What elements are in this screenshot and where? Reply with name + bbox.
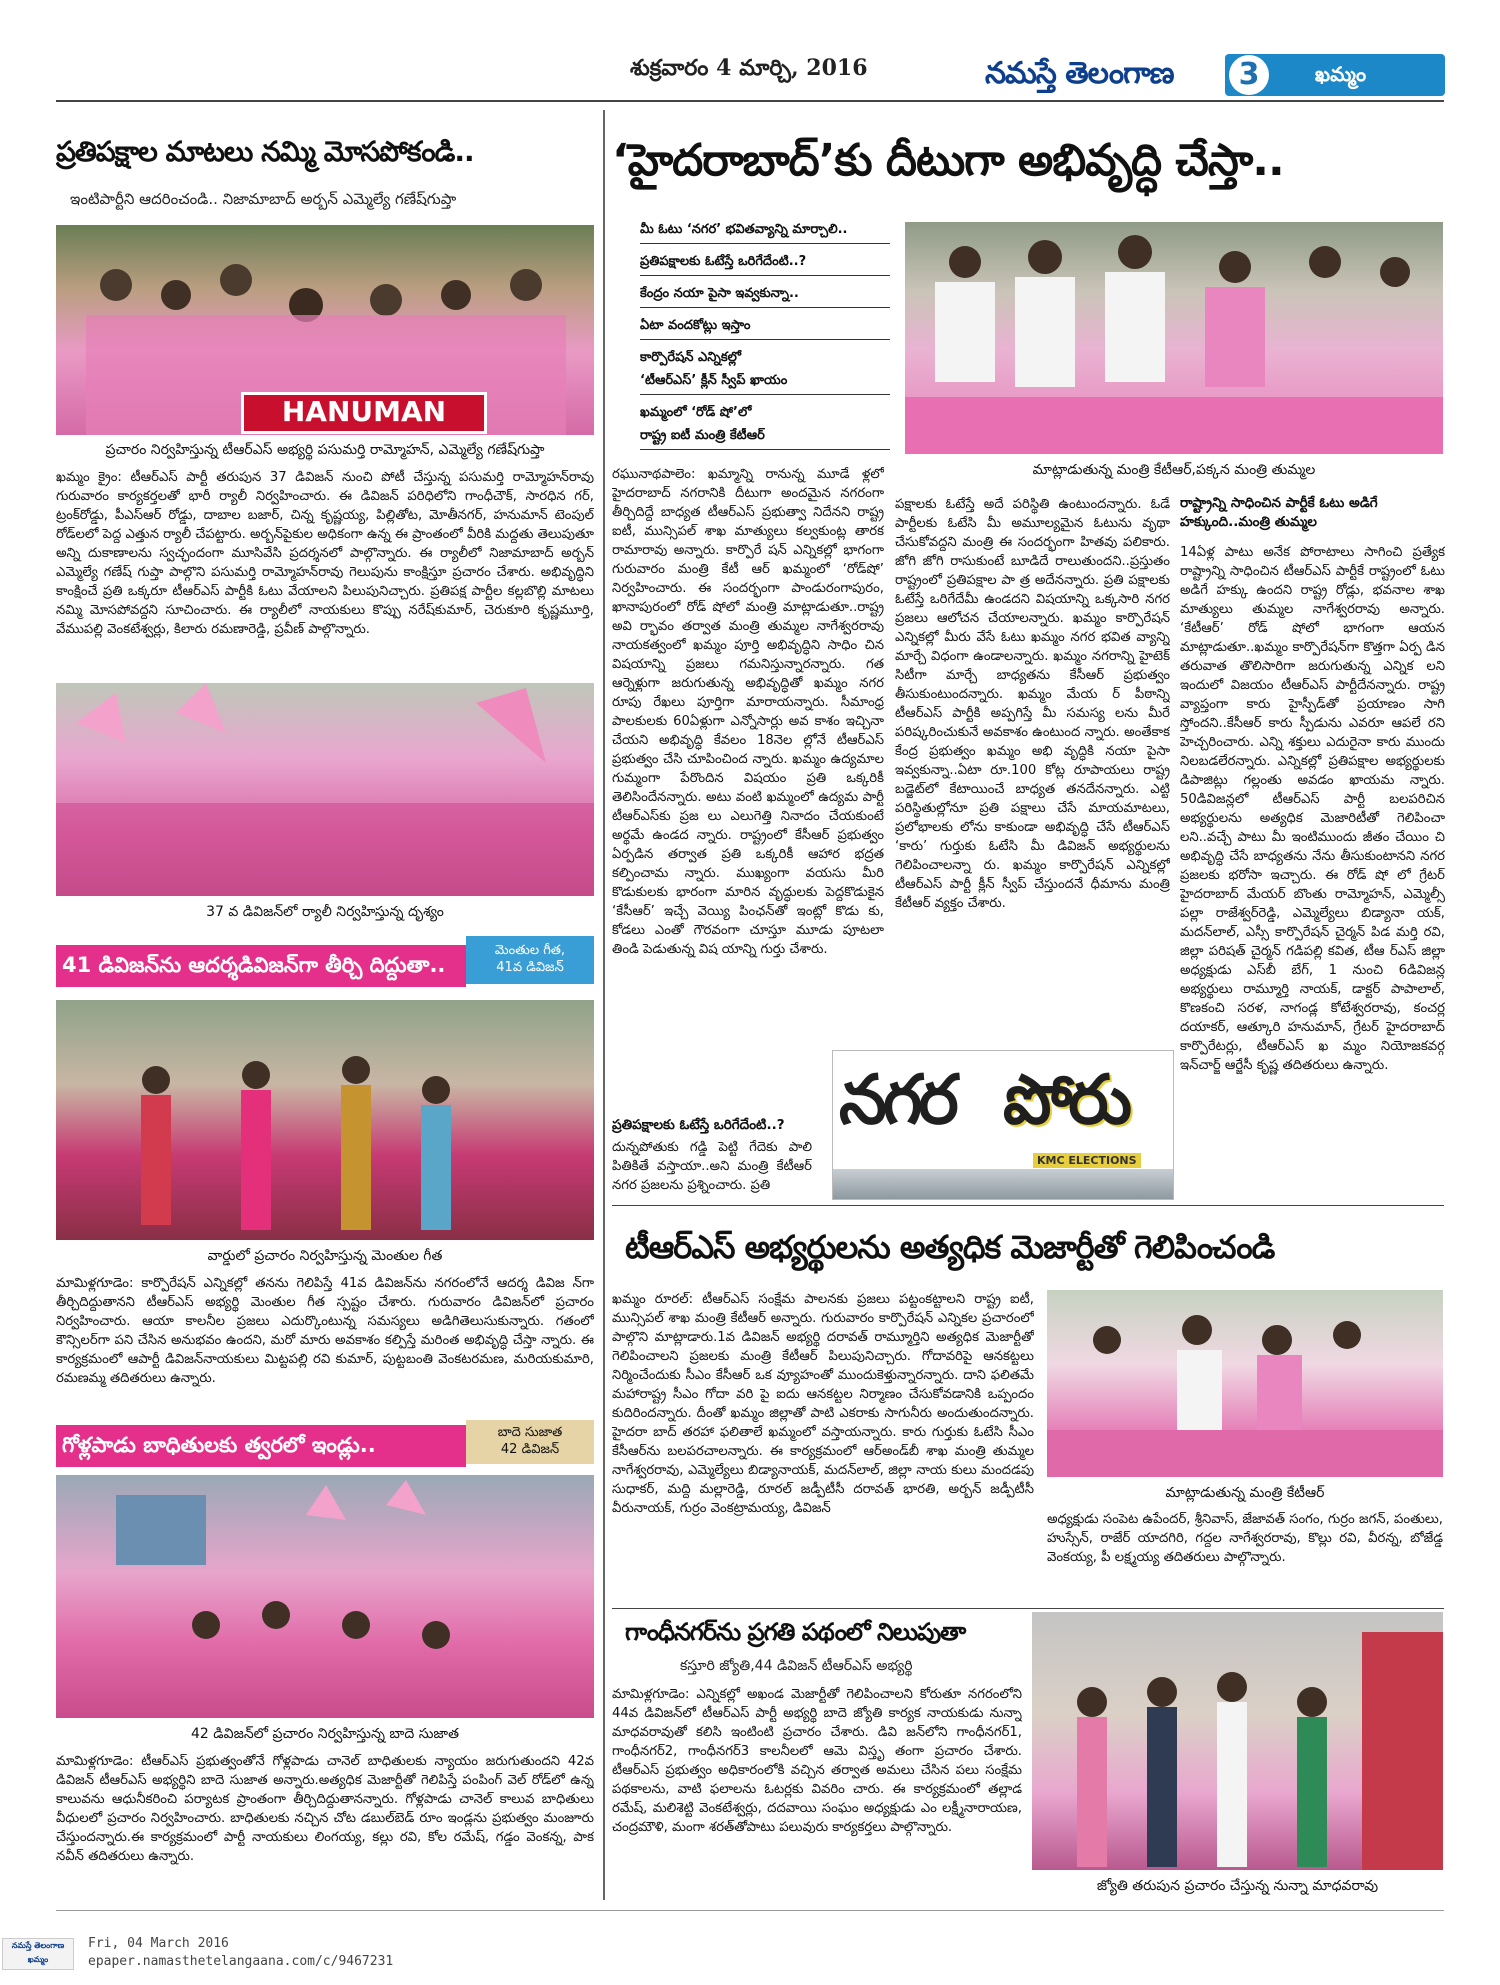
story4-tail: అధ్యక్షుడు సంపెట ఉపేందర్, శ్రీనివాస్, జేజావత్ సంగం, గుర్రం జగన్, పంతులు, హుస్సేన్, రాజేర్ యాదగిరి, గద్దల నాగేశ్వరరావు, కొల్లు రవి, వీరన్న, బోజేడ్డ వెంకయ్య, పీ లక్ష్మయ్య తదితరులు పాల్గొన్నారు. <box>1047 1512 1443 1565</box>
story4-rule <box>612 1205 1444 1206</box>
story4-photo <box>1047 1290 1443 1477</box>
door-to-door-photo-graphic <box>1032 1612 1443 1870</box>
footer-url[interactable]: epaper.namasthetelangaana.com/c/9467231 <box>88 1954 394 1969</box>
story2-caption: వార్డులో ప్రచారం నిర్వహిస్తున్న మెంతుల గీత <box>207 1248 443 1264</box>
story3-byline-name: బాదె సుజాత <box>497 1425 563 1440</box>
ad-word-poru: పోరు <box>1003 1061 1129 1140</box>
story5-subhead: కస్తూరి జ్యోతి,44 డివిజన్ టీఆర్‌ఎస్ అభ్యర్థి <box>680 1658 913 1674</box>
story2-banner <box>56 945 466 987</box>
nagara-poru-ad <box>832 1050 1174 1200</box>
story4-headline: టీఆర్‌ఎస్ అభ్యర్థులను అత్యధిక మెజార్టీతో గెలిపించండి <box>625 1228 1275 1266</box>
footer-date: Fri, 04 March 2016 <box>88 1936 229 1951</box>
story5-rule <box>612 1608 1444 1609</box>
story1-caption: ప్రచారం నిర్వహిస్తున్న టీఆర్‌ఎస్ అభ్యర్థి పసుమర్తి రామ్మోహన్, ఎమ్మెల్యే గణేష్‌గుప్తా <box>105 442 545 458</box>
ad-word-nagara: నగర <box>839 1061 955 1140</box>
story2-photo <box>56 1000 594 1240</box>
column-rule <box>603 110 605 1900</box>
toc-item: మీ ఓటు ‘నగర’ భవితవ్యాన్ని మార్చాలి.. <box>640 222 890 244</box>
ad-fort-graphic <box>833 1169 1173 1199</box>
story2-body: మామిళ్లగూడెం: కార్పొరేషన్ ఎన్నికల్లో తనను గెలిపిస్తే 41వ డివిజన్‌ను నగరంలోనే ఆదర్శ డివిజ న్‌గా తీర్చిదిద్దుతానని టీఆర్‌ఎస్ అభ్యర్థి మెంతుల గీత స్పష్టం చేశారు. గురువారం డివిజన్‌లో ప్రచారం నిర్వహించారు. ఆయా కాలనీల ప్రజలు ఎదుర్కొంటున్న సమస్యలు అడిగితెలుసుకున్నారు. గతంలో కౌన్సిలర్‌గా పని చేసిన అనుభవం ఉందని, మరో మారు అవకాశం కల్పిస్తే మరింత అభివృద్ధి చేస్తా న్నారు. ఈ కార్యక్రమంలో ఆపార్టీ డివిజన్‌నాయకులు మిట్టపల్లి రవి కుమార్, పుట్టబంతి వెంకటరమణ, మరియకుమారి, రమణమ్మ తదితరులు ఉన్నారు. <box>56 1276 594 1386</box>
speech-photo-graphic <box>1047 1290 1443 1477</box>
story4-caption: మాట్లాడుతున్న మంత్రి కేటీఆర్ <box>1165 1485 1325 1501</box>
story1-body: ఖమ్మం క్రైం: టీఆర్‌ఎస్ పార్టీ తరుపున 37 డివిజన్ నుంచి పోటీ చేస్తున్న పసుమర్తి రామ్మోహన్‌రావు గురువారం కార్యకర్తలతో భారీ ర్యాలీ నిర్వహించారు. ఈ డివిజన్ పరిధిలోని గాంధీచౌక్, సారధిన గర్, ట్రంక్‌రోడ్డు, పీఎస్‌ఆర్ రోడ్డు, దాబాల బజార్, చిన్న కృష్ణయ్య, పిల్లితోట, మోతీనగర్, హనుమాన్ టెంపుల్ రోడ్‌లలో పెద్ద ఎత్తున ర్యాలీ చేపట్టారు. అర్బన్‌పైకుల అధికంగా ఉన్న ఈ ప్రాంతంలో వీరికి మద్దతు తెలుపుతూ అన్ని దుకాణాలను స్వచ్ఛందంగా మూసివేసి ప్రదర్శనలో పాల్గొన్నారు. ఈ ర్యాలీలో నిజామాబాద్ అర్బన్ ఎమ్మెల్యే గణేష్ గుప్తా పాల్గొని పసుమర్తి రామ్మోహన్‌రావు గెలుపును కాంక్షిస్తూ ప్రచారం చేశారు. అభివృద్ధిని కాంక్షించే ప్రతి ఒక్కరూ టీఆర్‌ఎస్ పార్టీకి ఓటు వేయాలని పిలుపునిచ్చారు. ప్రతిపక్ష పార్టీల కల్లబొల్లి మాటలు నమ్మి మోసపోవద్దని సూచించారు. ఈ ర్యాలీలో నాయకులు కొప్పు నరేష్‌కుమార్, చెరుకూరి కృష్ణమూర్తి, వేముపల్లి వెంకటేశ్వర్లు, కిలారు రమణారెడ్డి, ప్రవీణ్ పాల్గొన్నారు. <box>56 470 594 637</box>
story1-rally-caption: 37 వ డివిజన్‌లో ర్యాలీ నిర్వహిస్తున్న దృశ్యం <box>206 904 444 920</box>
lead-col1-tail: దున్నపోతుకు గడ్డి పెట్టి గేదెకు పాలి పితికితే వస్తాయా..అని మంత్రి కేటీఆర్ నగర ప్రజలను ప్రశ్నించారు. ప్రతి <box>612 1140 812 1193</box>
roadshow-photo-graphic <box>905 222 1443 454</box>
story3-caption: 42 డివిజన్‌లో ప్రచారం నిర్వహిస్తున్న బాదె సుజాత <box>191 1726 459 1742</box>
story1-rally-photo <box>56 683 594 896</box>
toc-item: ఖమ్మంలో ‘రోడ్ షో’లో <box>640 405 752 420</box>
story5-body: మామిళ్లగూడెం: ఎన్నికల్లో అఖండ మెజార్టీతో గెలిపించాలని కోరుతూ నగరంలోని 44వ డివిజన్‌లో టీఆర్‌ఎస్ పార్టీ అభ్యర్థి బాదె జ్యోతి కార్యక నాయకుడు నున్నా మాధవరావుతో కలిసి ఇంటింటి ప్రచారం చేశారు. డివి జన్‌లోని గాంధీనగర్1, గాంధీనగర్2, గాంధీనగర్3 కాలనీలలో ఆమె విస్తృ తంగా ప్రచారం చేశారు. టీఆర్‌ఎస్ ప్రభుత్వం అధికారంలోకి వచ్చిన తర్వాత అమలు చేసిన పలు సంక్షేమ పథకాలను, వాటి ఫలాలను ఓటర్లకు వివరిం చారు. ఈ కార్యక్రమంలో తల్లాడ రమేష్, మలిశెట్టి వెంకటేశ్వర్లు, దదవాయి సంఘం అధ్యక్షుడు ఎం లక్ష్మీనారాయణ, చంద్రమౌళి, మంగా శరత్‌తోపాటు పలువురు కార్యకర్తలు పాల్గొన్నారు. <box>612 1687 1022 1835</box>
walk-photo-graphic <box>56 1000 594 1240</box>
lead-headline: ‘హైదరాబాద్’కు దీటుగా అభివృద్ధి చేస్తా.. <box>612 135 1284 186</box>
footer-logo <box>2 1938 74 1970</box>
masthead-title: నమస్తే తెలంగాణ <box>985 56 1174 91</box>
lead-col2: పక్షాలకు ఓటేస్తే అదే పరిస్థితి ఉంటుందన్నారు. ఓడే పార్టీలకు ఓటేసి మీ అమూల్యమైన ఓటును వృథా చేసుకోవద్దని మంత్రి ఈ సందర్భంగా హితవు పలికారు. జోగి జోగి రాసుకుంటే బూడిదే రాలుతుందని..ప్రస్తుతం రాష్ట్రంలో ప్రతిపక్షాల పా త్ర అదేనన్నారు. ప్రతి పక్షాలకు ఓటేస్తే ఒరిగేదేమీ ఉండదని విషయాన్ని ఒక్కసారి నగర ప్రజలు ఆలోచన చేయాలన్నారు. ఖమ్మం కార్పొరేషన్ ఎన్నికల్లో మీరు వేసే ఓటు ఖమ్మం నగర భవిత వ్యాన్ని మార్చే విధంగా ఉండాలన్నారు. ఖమ్మం నగరాన్ని హైటెక్ సిటీగా మార్చే బాధ్యతను కేసీఆర్ ప్రభుత్వం తీసుకుంటుందన్నారు. ఖమ్మం మేయ ర్ పీఠాన్ని టీఆర్‌ఎస్ పార్టీకి అప్పగిస్తే మీ సమస్య లను మీరే పరిష్కరించుకునే అవకాశం ఉంటుంద న్నారు. అంతేకాక కేంద్ర ప్రభుత్వం ఖమ్మం అభి వృద్ధికి నయా పైసా ఇవ్వకున్నా..ఏటా రూ.100 కోట్ల రూపాయలు రాష్ట్ర బడ్జెట్‌లో కేటాయించే బాధ్యత తనదేనన్నారు. ఎట్టి పరిస్థితుల్లోనూ ప్రతి పక్షాలు చేసే మాయమాటలు, ప్రలోభాలకు లోను కాకుండా అభివృద్ధి చేసే టీఆర్‌ఎస్ ‘కారు’ గుర్తుకు ఓటేసి మీ డివిజన్ అభ్యర్థులను గెలిపించాలన్నా రు. ఖమ్మం కార్పొరేషన్ ఎన్నికల్లో టీఆర్‌ఎస్ పార్టీ క్లీన్ స్వీప్ చేస్తుందనే ధీమాను మంత్రి కేటీఆర్ వ్యక్తం చేశారు. <box>895 497 1170 911</box>
story2-byline-name: మెంతుల గీత, <box>494 943 566 958</box>
story3-byline-division: 42 డివిజన్ <box>500 1442 560 1457</box>
story5-caption: జ్యోతి తరుపున ప్రచారం చేస్తున్న నున్నా మాధవరావు <box>1096 1878 1379 1894</box>
lead-col3-subhead: రాష్ట్రాన్ని సాధించిన పార్టీకే ఓటు అడిగే హక్కుంది..మంత్రి తుమ్మల <box>1180 495 1378 530</box>
story1-subhead: ఇంటిపార్టీని ఆదరించండి.. నిజామాబాద్ అర్బన్ ఎమ్మెల్యే గణేష్‌గుప్తా <box>70 190 457 208</box>
lead-toc <box>640 222 890 450</box>
masthead <box>985 50 1445 98</box>
edition-name: ఖమ్మం <box>1315 62 1367 86</box>
story5-photo <box>1032 1612 1443 1870</box>
toc-item: కార్పొరేషన్ ఎన్నికల్లో <box>640 350 742 365</box>
story5-headline: గాంధీనగర్‌ను ప్రగతి పథంలో నిలుపుతా <box>625 1618 966 1646</box>
toc-item: కేంద్రం నయా పైసా ఇవ్వకున్నా.. <box>640 286 890 308</box>
procession-photo-graphic <box>56 1475 594 1718</box>
page-number: 3 <box>1229 55 1269 95</box>
toc-item: ప్రతిపక్షాలకు ఓటేస్తే ఒరిగేదేంటి..? <box>640 254 890 276</box>
story1-headline: ప్రతిపక్షాల మాటలు నమ్మి మోసపోకండి.. <box>56 135 474 168</box>
story3-body: మామిళ్లగూడెం: టీఆర్‌ఎస్ ప్రభుత్వంతోనే గోళ్లపాడు చానెల్ బాధితులకు న్యాయం జరుగుతుందని 42వ డివిజన్ టీఆర్‌ఎస్ అభ్యర్థిని బాదె సుజాత అన్నారు.అత్యధిక మెజార్టీతో గెలిపిస్తే పంపింగ్ వెల్ రోడ్‌లో ఉన్న కాలువను ఆధునీకరించి పర్యాటక ప్రాంతంగా తీర్చిదిద్దుతానన్నారు. గోళ్లపాడు చానెల్ కాలువ బాధితులు వీధులలో ప్రచారం నిర్వహించారు. బాధితులకు నచ్చిన చోట డబుల్‌బెడ్ రూం ఇండ్లను ప్రభుత్వం మంజూరు చేస్తుందన్నారు.ఈ కార్యక్రమంలో పార్టీ నాయకులు లింగయ్య, కల్లు రవి, కోల రమేష్, గడ్డం వెంకన్న, పాక నవీన్ తదితరులు ఉన్నారు. <box>56 1754 594 1864</box>
story3-byline <box>466 1420 594 1464</box>
story3-photo <box>56 1475 594 1718</box>
story2-byline-division: 41వ డివిజన్ <box>496 960 564 975</box>
lead-caption: మాట్లాడుతున్న మంత్రి కేటీఆర్,పక్కన మంత్రి తుమ్మల <box>1032 462 1316 478</box>
issue-date: శుక్రవారం 4 మార్చి, 2016 <box>630 55 868 81</box>
rally-photo-graphic <box>56 683 594 896</box>
header-rule <box>56 100 1444 102</box>
lead-col1: రఘునాథపాలెం: ఖమ్మాన్ని రానున్న మూడే ళ్లలో హైదరాబాద్ నగరానికి దీటుగా అందమైన నగరంగా తీర్చిదిద్దే బాధ్యత టీఆర్‌ఎస్ ప్రభుత్వా నిదేనని రాష్ట్ర ఐటీ, మున్సిపల్ శాఖ మాత్యులు కల్వకుంట్ల తారక రామారావు అన్నారు. కార్పొరే షన్ ఎన్నికల్లో భాగంగా గురువారం మంత్రి కేటీ ఆర్ ఖమ్మంలో ‘రోడ్‌షో’ నిర్వహించారు. ఈ సందర్భంగా పాండురంగాపురం, ఖానాపురంలో రోడ్ షోలో మంత్రి మాట్లాడుతూ..రాష్ట్ర అవి ర్భావం తర్వాత మంత్రి తుమ్మల నాగేశ్వరరావు నాయకత్వంలో ఖమ్మం పూర్తి అభివృద్ధిని సాధిం చిన విషయాన్ని ప్రజలు గమనిస్తున్నారన్నారు. గత ఆర్నెళ్లుగా జరుగుతున్న అభివృద్ధితో ఖమ్మం నగర రూపు రేఖలు పూర్తిగా మారాయన్నారు. సీమాంధ్ర పాలకులకు 60ఏళ్లుగా ఎన్నోసార్లు అవ కాశం ఇచ్చినా చేయని అభివృద్ధి కేవలం 18నెల ల్లోనే టీఆర్‌ఎస్ ప్రభుత్వం చేసి చూపించింద న్నారు. ఖమ్మం ఉద్యమాల గుమ్మంగా పేరొందిన విషయం ప్రతి ఒక్కరికీ తెలిసిందేనన్నారు. అటు వంటి ఖమ్మంలో ఉద్యమ పార్టీ టీఆర్‌ఎస్‌కు ప్రజ లు ఎలుగెత్తి నినాదం చేయకుంటే అర్థమే ఉండద న్నారు. రాష్ట్రంలో కేసీఆర్ ప్రభుత్వం ఏర్పడిన తర్వాత ప్రతి ఒక్కరికీ ఆహార భద్రత కల్పించామ న్నారు. ముఖ్యంగా వయసు మీరి కొడుకులకు భారంగా మారిన వృద్ధులకు పెద్దకొడుకైన ‘కేసీఆర్’ ఇచ్చే వెయ్యి పింఛన్‌తో ఇంట్లో కొడు కు, కోడలు ఎంతో గౌరవంగా చూస్తూ మూడు పూటలా తిండి పెడుతున్న విష యాన్ని గుర్తు చేశారు. <box>612 467 884 957</box>
hanuman-sign: HANUMAN <box>241 392 487 434</box>
toc-item: రాష్ట్ర ఐటీ మంత్రి కేటీఆర్ <box>640 428 890 450</box>
lead-photo <box>905 222 1443 454</box>
toc-item: ‘టీఆర్‌ఎస్’ క్లీన్ స్వీప్ ఖాయం <box>640 373 890 395</box>
story2-byline <box>466 936 594 984</box>
story1-photo <box>56 225 594 435</box>
story4-body: ఖమ్మం రూరల్: టీఆర్‌ఎస్ సంక్షేమ పాలనకు ప్రజలు పట్టంకట్టాలని రాష్ట్ర ఐటీ, మున్సిపల్ శాఖ మంత్రి కేటీఆర్ అన్నారు. గురువారం కార్పొరేషన్ ఎన్నికల ప్రచారంలో పాల్గొని మాట్లాడారు.1వ డివిజన్ అభ్యర్థి దరావత్ రామ్మూర్తిని అత్యధిక మెజార్టీతో గెలిపించాలని ప్రజలకు మంత్రి కేటీఆర్ పిలుపునిచ్చారు. గోదావరిపై ఆనకట్టలు నిర్మించేందుకు సీఎం కేసీఆర్ ఒక వ్యూహంతో ముందుకెళ్తున్నారన్నారు. దాని ఫలితమే మహారాష్ట్ర సీఎం గోదా వరి పై ఐదు ఆనకట్టల నిర్మాణం చేసుకోవడానికి ఒప్పందం కుదిరిందన్నారు. దీంతో ఖమ్మం జిల్లాతో పాటి ఎకరాకు సాగునీరు అందుతుందన్నారు. హైదరా బాద్ తరహా ఫలితాలే ఖమ్మంలో వస్తాయన్నారు. కారు గుర్తుకు ఓటేసి సీఎం కేసీఆర్‌ను బలపరచాలన్నారు. ఈ కార్యక్రమంలో ఆర్‌అండ్‌బీ శాఖ మంత్రి తుమ్మల నాగేశ్వరరావు, ఎమ్మెల్యేలు బిడ్యానాయక్, మదన్‌లాల్, జిల్లా నాయ కులు మందడపు సుధాకర్, మద్ది మల్లారెడ్డి, రూరల్ జడ్పీటీసీ దరావత్ భారతి, అర్బన్ జడ్పీటీసీ వీరునాయక్, గుర్రం వెంకట్రామయ్య, డివిజన్ <box>612 1292 1034 1516</box>
lead-col3: 14ఏళ్ల పాటు అనేక పోరాటాలు సాగించి ప్రత్యేక రాష్ట్రాన్ని సాధించిన టీఆర్‌ఎస్ పార్టీకే రాష్ట్రంలో ఓటు అడిగే హక్కు ఉందని రాష్ట్ర రోడ్లు, భవనాల శాఖ మాత్యులు తుమ్మల నాగేశ్వరరావు అన్నారు. ‘కేటీఆర్’ రోడ్ షోలో భాగంగా ఆయన మాట్లాడుతూ..ఖమ్మం కార్పొరేషన్‌గా కొత్తగా ఏర్ప డిన తరువాత తొలిసారిగా జరుగుతున్న ఎన్నిక లని ఇందులో విజయం టీఆర్‌ఎస్ పార్టీదేనన్నారు. రాష్ట్ర వ్యాప్తంగా కారు హైస్పీడ్‌తో ప్రయాణం సాగి స్తోందని..కేసీఆర్ కారు స్పీడును ఎవరూ ఆపలే రని హెచ్చరించారు. ఎన్ని శక్తులు ఎదురైనా కారు ముందు నిలబడలేరన్నారు. ఎన్నికల్లో ప్రతిపక్షాల అభ్యర్థులకు డిపాజిట్లు గల్లంతు అవడం ఖాయమ న్నారు. 50డివిజన్లలో టీఆర్‌ఎస్ పార్టీ బలపరిచిన అభ్యర్థులను అత్యధిక మెజారిటీతో గెలిపించా లని..వచ్చే పాటు మీ ఇంటిముందు జీతం చేయిం చి అభివృద్ధి చేసే బాధ్యతను నేను తీసుకుంటానని నగర ప్రజలకు భరోసా ఇచ్చారు. ఈ రోడ్ షో లో గ్రేటర్ హైదరాబాద్ మేయర్ బొంతు రామ్మోహన్, ఎమ్మెల్సీ పల్లా రాజేశ్వర్‌రెడ్డి, ఎమ్మెల్యేలు బిడ్యానా యక్, మదన్‌లాల్, ఎస్సీ కార్పొరేషన్ చైర్మన్ పిడ మర్తి రవి, జిల్లా పరిషత్ చైర్మన్ గడిపల్లి కవిత, టీఆ ర్‌ఎస్ జిల్లా అధ్యక్షుడు ఎస్‌బీ బేగ్, 1 నుంచి 6డివిజన్ల అభ్యర్థులు రామ్మూర్తి నాయక్, డాక్టర్ పాపాలాల్, కొణకంచి సరళ, నాగండ్ల కోటేశ్వరరావు, కంచర్ల దయాకర్, ఆత్కూరి హనుమాన్, గ్రేటర్ హైదరాబాద్ కార్పొరేటర్లు, టీఆర్‌ఎస్ ఖ మ్మం నియోజకవర్గ ఇన్‌చార్జ్ ఆర్జేసీ కృష్ణ తదితరులు ఉన్నారు. <box>1180 545 1445 1073</box>
toc-item: ఏటా వందకోట్లు ఇస్తాం <box>640 318 890 340</box>
story3-headline: గోళ్లపాడు బాధితులకు త్వరలో ఇండ్లు.. <box>62 1433 376 1457</box>
ad-tag: KMC ELECTIONS <box>1033 1153 1141 1168</box>
footer-rule <box>56 1910 1444 1911</box>
masthead-bar <box>1225 54 1445 96</box>
story2-headline: 41 డివిజన్‌ను ఆదర్శడివిజన్‌గా తీర్చి దిద్దుతా.. <box>62 953 446 977</box>
footer-logo-text: నమస్తే తెలంగాణ ఖమ్మం <box>11 1941 65 1964</box>
lead-col1-subhead: ప్రతిపక్షాలకు ఓటేస్తే ఒరిగేదేంటి..? <box>612 1117 785 1133</box>
story3-banner <box>56 1425 466 1467</box>
